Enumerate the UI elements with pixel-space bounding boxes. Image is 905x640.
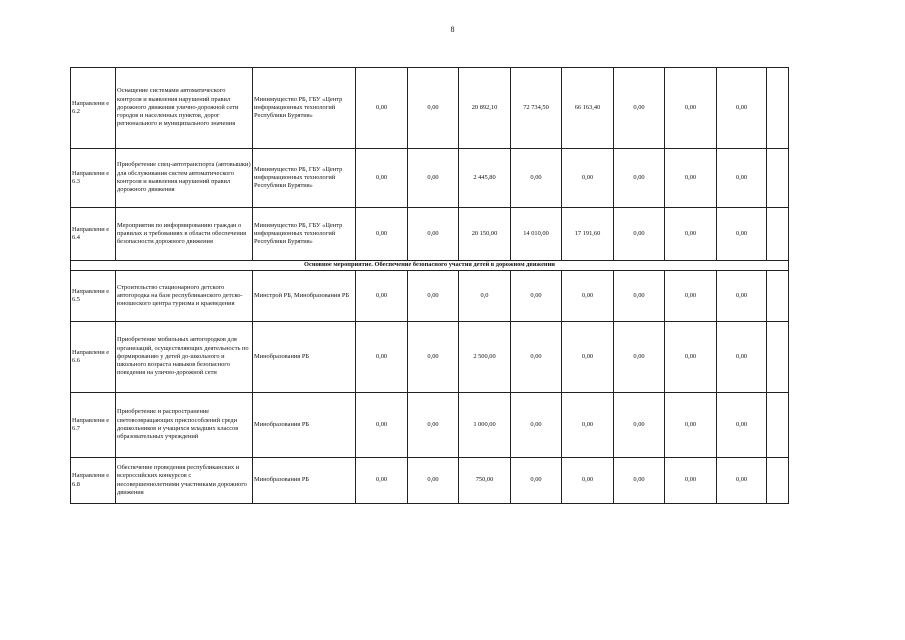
value-cell: 0,00 [717, 271, 767, 322]
table-row [71, 271, 789, 322]
measure-name: Оснащение системами автоматического контроля и выявления нарушений правил дорожного движения улично-дорожной сети городов и населенных пунктов, дорог регионального и муниципального значения [116, 68, 253, 149]
value-cell: 0,00 [408, 393, 459, 458]
executor: Минимущество РБ, ГБУ «Центр информационных технологий Республики Бурятия» [253, 208, 356, 261]
value-cell: 0,00 [356, 458, 408, 504]
value-cell: 0,00 [511, 322, 562, 393]
direction-code: Направлени е 6.7 [71, 393, 116, 458]
section-row [71, 261, 789, 271]
value-cell: 17 191,60 [562, 208, 614, 261]
value-cell: 0,00 [408, 149, 459, 208]
table-row [71, 149, 789, 208]
direction-code: Направлени е 6.2 [71, 68, 116, 149]
value-cell: 2 445,80 [459, 149, 511, 208]
table-row [71, 458, 789, 504]
value-cell: 0,00 [717, 149, 767, 208]
table-row [71, 322, 789, 393]
value-cell: 0,00 [356, 271, 408, 322]
value-cell: 72 734,50 [511, 68, 562, 149]
value-cell [767, 208, 789, 261]
value-cell: 0,00 [614, 458, 665, 504]
direction-code: Направлени е 6.8 [71, 458, 116, 504]
measure-name: Мероприятия по информированию граждан о правилах и требованиях в области обеспечения безопасности дорожного движения [116, 208, 253, 261]
executor: Минобразования РБ [253, 322, 356, 393]
value-cell: 0,00 [665, 271, 717, 322]
measure-name: Приобретение мобильных автогородков для организаций, осуществляющих деятельность по формированию у детей до-школьного и школьного возраста навыков безопасного поведения на улично-дорожной сети [116, 322, 253, 393]
value-cell: 0,00 [665, 458, 717, 504]
value-cell: 0,00 [356, 149, 408, 208]
value-cell: 14 010,00 [511, 208, 562, 261]
value-cell: 0,00 [717, 208, 767, 261]
value-cell: 0,00 [511, 149, 562, 208]
executor: Минобразования РБ [253, 393, 356, 458]
budget-table [70, 67, 789, 504]
value-cell: 0,00 [408, 322, 459, 393]
value-cell: 0,00 [562, 393, 614, 458]
value-cell: 0,00 [356, 208, 408, 261]
section-title: Основное мероприятие. Обеспечение безопасного участия детей в дорожном движении [71, 261, 789, 271]
value-cell: 750,00 [459, 458, 511, 504]
value-cell [767, 322, 789, 393]
value-cell [767, 68, 789, 149]
value-cell: 0,00 [408, 271, 459, 322]
page-number: 8 [450, 25, 455, 34]
direction-code: Направлени е 6.4 [71, 208, 116, 261]
value-cell: 0,00 [562, 322, 614, 393]
measure-name: Приобретение спец-автотранспорта (автовышки) для обслуживания систем автоматического контроля и выявления нарушений правил дорожного движения [116, 149, 253, 208]
value-cell: 0,00 [356, 393, 408, 458]
value-cell: 0,00 [614, 271, 665, 322]
table-row [71, 68, 789, 149]
value-cell: 0,00 [356, 322, 408, 393]
value-cell: 0,00 [511, 458, 562, 504]
value-cell: 0,00 [408, 458, 459, 504]
value-cell: 0,0 [459, 271, 511, 322]
value-cell: 0,00 [511, 271, 562, 322]
value-cell: 0,00 [614, 322, 665, 393]
value-cell: 0,00 [356, 68, 408, 149]
value-cell: 0,00 [408, 208, 459, 261]
executor: Минстрой РБ, Минобразования РБ [253, 271, 356, 322]
direction-code: Направлени е 6.6 [71, 322, 116, 393]
value-cell: 1 000,00 [459, 393, 511, 458]
direction-code: Направлени е 6.3 [71, 149, 116, 208]
value-cell [767, 149, 789, 208]
executor: Минимущество РБ, ГБУ «Центр информационных технологий Республики Бурятия» [253, 68, 356, 149]
value-cell: 0,00 [562, 458, 614, 504]
value-cell [767, 393, 789, 458]
value-cell: 0,00 [614, 393, 665, 458]
value-cell: 0,00 [665, 322, 717, 393]
measure-name: Обеспечение проведения республиканских и всероссийских конкурсов с несовершеннолетними участниками дорожного движения [116, 458, 253, 504]
value-cell: 0,00 [717, 393, 767, 458]
value-cell: 0,00 [511, 393, 562, 458]
value-cell: 0,00 [562, 271, 614, 322]
value-cell: 20 150,00 [459, 208, 511, 261]
executor: Минобразования РБ [253, 458, 356, 504]
value-cell: 66 163,40 [562, 68, 614, 149]
measure-name: Строительство стационарного детского автогородка на базе республиканского детско-юношеского центра туризма и краеведения [116, 271, 253, 322]
value-cell: 2 500,00 [459, 322, 511, 393]
table-row [71, 393, 789, 458]
value-cell: 0,00 [717, 322, 767, 393]
value-cell: 0,00 [614, 208, 665, 261]
measure-name: Приобретение и распространение световозвращающих приспособлений среди дошкольников и учащихся младших классов образовательных учреждений [116, 393, 253, 458]
value-cell: 0,00 [665, 68, 717, 149]
value-cell [767, 458, 789, 504]
executor: Минимущество РБ, ГБУ «Центр информационных технологий Республики Бурятия» [253, 149, 356, 208]
value-cell: 0,00 [665, 149, 717, 208]
value-cell: 20 892,10 [459, 68, 511, 149]
value-cell: 0,00 [562, 149, 614, 208]
value-cell: 0,00 [614, 68, 665, 149]
value-cell: 0,00 [614, 149, 665, 208]
value-cell: 0,00 [665, 393, 717, 458]
value-cell: 0,00 [717, 458, 767, 504]
table-row [71, 208, 789, 261]
value-cell [767, 271, 789, 322]
value-cell: 0,00 [408, 68, 459, 149]
value-cell: 0,00 [665, 208, 717, 261]
value-cell: 0,00 [717, 68, 767, 149]
direction-code: Направлени е 6.5 [71, 271, 116, 322]
